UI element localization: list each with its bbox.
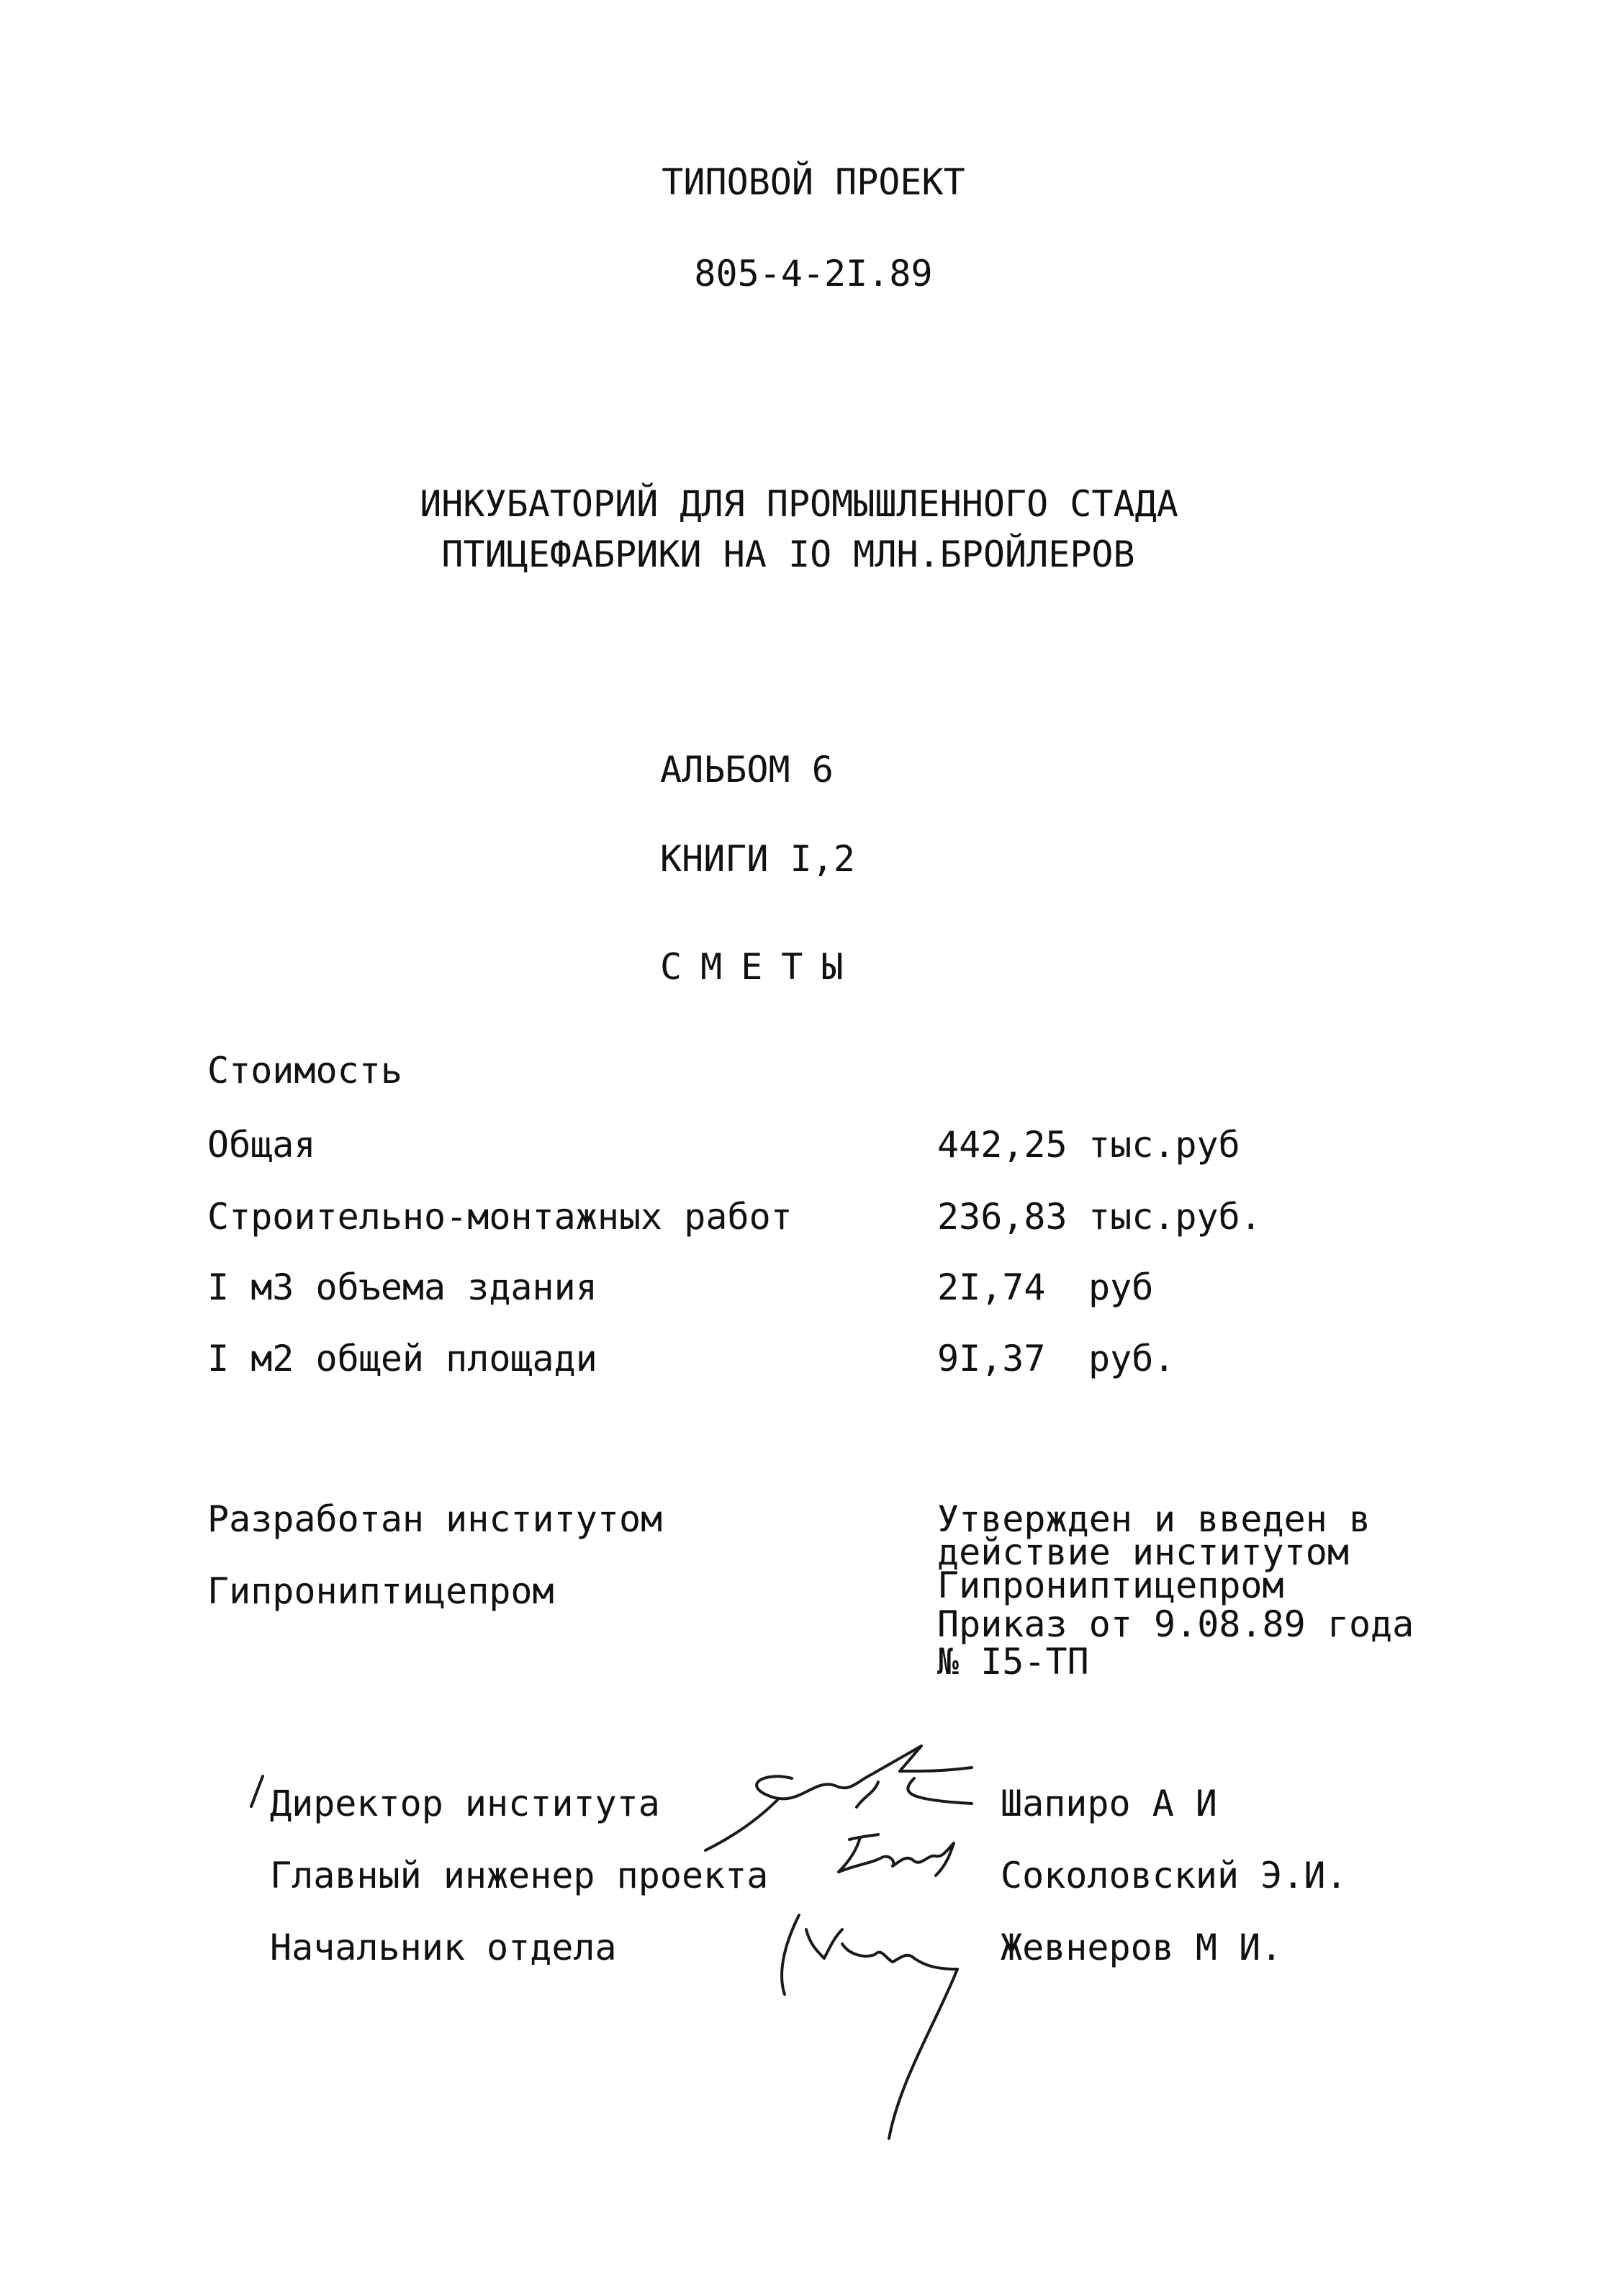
cost-label: I м2 общей площади: [207, 1338, 597, 1379]
cost-value: 442,25: [937, 1124, 1067, 1166]
approval-line-5: № I5-ТП: [937, 1641, 1089, 1683]
department-head-handwritten-signature: [756, 1901, 986, 2160]
signatory-position: Главный инженер проекта: [270, 1855, 769, 1896]
project-type: ТИПОВОЙ ПРОЕКТ: [662, 161, 965, 203]
developer-label: Разработан институтом: [207, 1498, 663, 1540]
margin-tick-mark: [248, 1775, 266, 1811]
signatory-name: Жевнеров М И.: [1001, 1927, 1283, 1968]
signatory-position: Директор института: [270, 1783, 660, 1824]
section-label: СМЕТЫ: [660, 946, 862, 988]
cost-unit: руб: [1088, 1266, 1154, 1308]
books-label: КНИГИ I,2: [660, 838, 855, 880]
costs-heading: Стоимость: [207, 1050, 402, 1091]
album-label: АЛЬБОМ 6: [660, 749, 834, 791]
cost-label: I м3 объема здания: [207, 1266, 597, 1308]
cost-unit: тыс.руб.: [1088, 1196, 1262, 1238]
approval-line-1: Утвержден и введен в: [937, 1498, 1371, 1540]
approval-line-2: действие институтом: [937, 1531, 1349, 1573]
cost-label: Строительно-монтажных работ: [207, 1196, 793, 1238]
approval-line-3: Гипрониптицепром: [937, 1565, 1284, 1606]
signatory-name: Соколовский Э.И.: [1001, 1855, 1348, 1896]
title-line-2: ПТИЦЕФАБРИКИ НА IO МЛН.БРОЙЛЕРОВ: [441, 534, 1135, 575]
title-line-1: ИНКУБАТОРИЙ ДЛЯ ПРОМЫШЛЕННОГО СТАДА: [420, 483, 1178, 525]
signatory-position: Начальник отдела: [270, 1927, 617, 1968]
signatory-name: Шапиро А И: [1001, 1783, 1218, 1824]
cost-value: 9I,37: [937, 1338, 1046, 1379]
cost-unit: тыс.руб: [1088, 1124, 1240, 1166]
chief-engineer-handwritten-signature: [821, 1822, 979, 1886]
cost-value: 236,83: [937, 1196, 1067, 1238]
approval-line-4: Приказ от 9.08.89 года: [937, 1603, 1414, 1645]
cost-label: Общая: [207, 1124, 316, 1166]
cost-value: 2I,74: [937, 1266, 1046, 1308]
project-number: 805-4-2I.89: [694, 253, 933, 294]
cost-unit: руб.: [1088, 1338, 1175, 1379]
developer-institute: Гипрониптицепром: [207, 1570, 554, 1612]
